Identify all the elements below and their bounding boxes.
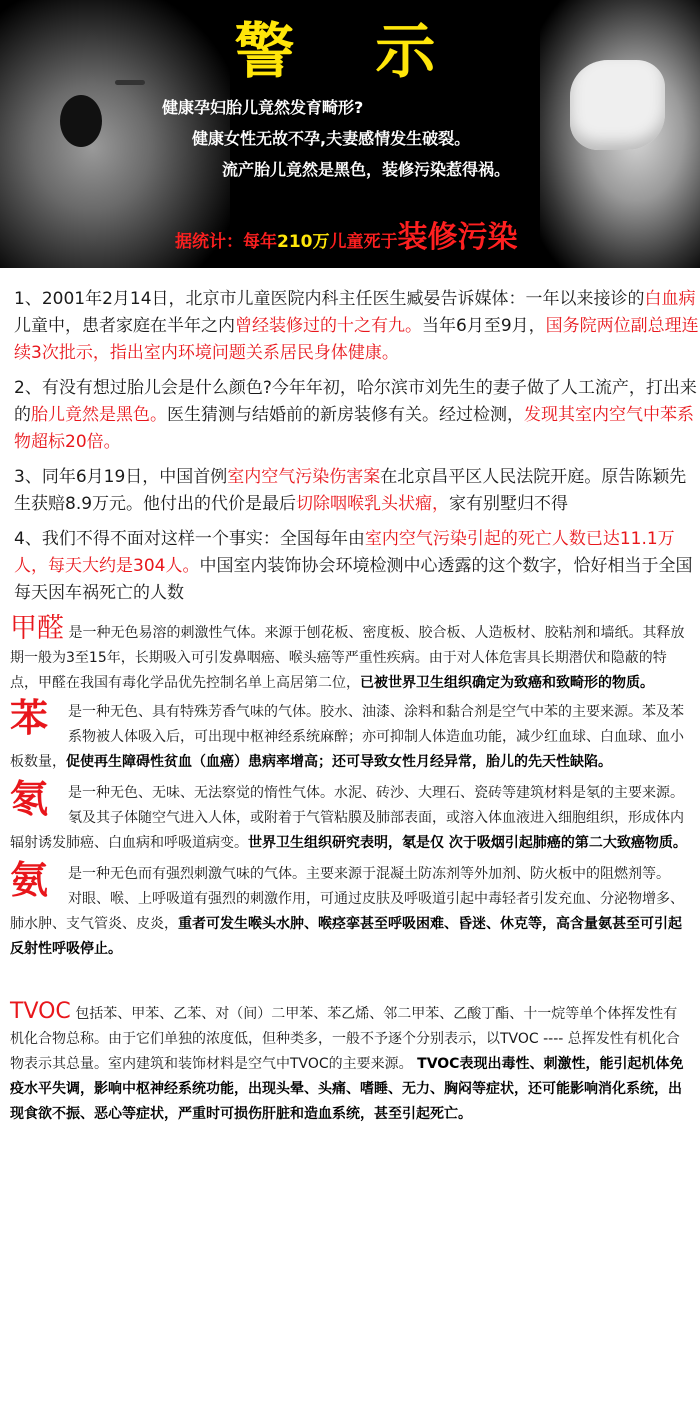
item-highlight: 室内空气污染伤害案 (227, 467, 381, 487)
incident-item-3 (14, 464, 700, 518)
section-text: 是一种无色、具有特殊芳香气味的气体。胶水、油漆、涂料和黏合剂是空气中苯的主要来源。苯及苯系物被人体吸入后，可出现中枢神经系统麻醉；亦可抑制人体造血功能，减少红血球、白血球、血小板数量， (10, 704, 684, 770)
section-tvoc (0, 998, 700, 1127)
incident-item-4 (14, 526, 700, 607)
banner-line-2: 健康女性无故不孕,夫妻感情发生破裂。 (192, 129, 471, 148)
incident-list (0, 268, 700, 607)
item-highlight: 室内空气污染引起的死亡人数已达11.1万人，每天大约是304人。 (14, 529, 675, 576)
section-benzene (0, 696, 700, 775)
item-highlight: 国务院两位副总理连续3次批示，指出室内环境问题关系居民身体健康。 (14, 316, 699, 363)
banner-title: 警 示 (234, 17, 466, 87)
section-emphasis: 促使再生障碍性贫血（血癌）患病率增高；还可导致女性月经异常，胎儿的先天性缺陷。 (66, 754, 612, 770)
item-text: 中国室内装饰协会环境检测中心透露的这个数字，恰好相当于全国每天因车祸死亡的人数 (14, 556, 693, 603)
section-ammonia (0, 858, 700, 962)
section-head: 氨 (10, 858, 49, 902)
section-head: 氡 (10, 777, 49, 821)
section-text: 是一种无色易溶的刺激性气体。来源于刨花板、密度板、胶合板、人造板材、胶粘剂和墙纸。其释放期一般为3至15年，长期吸入可引发鼻咽癌、喉头癌等严重性疾病。由于对人体危害具长期潜伏和隐蔽的特点，甲醛在我国有毒化学品优先控制名单上高居第二位， (10, 625, 685, 691)
section-emphasis: TVOC表现出毒性、刺激性，能引起机体免疫水平失调，影响中枢神经系统功能，出现头晕、头痛、嗜睡、无力、胸闷等症状，还可能影响消化系统，出现食欲不振、恶心等症状，严重时可损伤肝脏和造血系统，甚至引起死亡。 (10, 1056, 684, 1122)
item-text: 医生猜测与结婚前的新房装修有关。经过检测， (167, 405, 524, 425)
item-highlight: 发现其室内空气中苯系物超标20倍。 (14, 405, 694, 452)
item-highlight: 切除咽喉乳头状瘤， (296, 494, 450, 514)
item-highlight: 胎儿竟然是黑色。 (31, 405, 167, 425)
section-text: 包括苯、甲苯、乙苯、对（间）二甲苯、苯乙烯、邻二甲苯、乙酸丁酯、十一烷等单个体挥发性有机化合物总称。由于它们单独的浓度低，但种类多，一般不予逐个分别表示，以TVOC ---- 总挥发性有机化合物表示其总量。室内建筑和装饰材料是空气中TVOC的主要来源。 (10, 1006, 680, 1072)
section-head: 苯 (10, 696, 49, 740)
section-emphasis: 世界卫生组织研究表明，氡是仅 次于吸烟引起肺癌的第二大致癌物质。 (248, 835, 687, 851)
banner-line-1: 健康孕妇胎儿竟然发育畸形? (162, 98, 364, 117)
incident-item-1 (14, 286, 700, 367)
section-head: TVOC (10, 999, 71, 1024)
item-highlight: 曾经装修过的十之有九。 (235, 316, 422, 336)
warning-banner (0, 0, 700, 268)
section-emphasis: 已被世界卫生组织确定为致癌和致畸形的物质。 (360, 675, 654, 691)
stat-middle: 儿童死于 (329, 232, 398, 252)
banner-statistic (175, 212, 518, 256)
item-text: 家有别墅归不得 (449, 494, 569, 514)
item-text: 在北京昌平区人民法院开庭。原告陈颖先生获赔8.9万元。他付出的代价是最后 (14, 467, 687, 514)
item-text: 当年6月至9月， (422, 316, 546, 336)
baby-mouth (60, 95, 102, 147)
section-head: 甲醛 (10, 613, 64, 644)
stat-number: 210万 (277, 232, 330, 252)
banner-line-3: 流产胎儿竟然是黑色，装修污染惹得祸。 (222, 160, 511, 179)
stat-prefix: 据统计：每年 (175, 232, 277, 252)
section-emphasis: 重者可发生喉头水肿、喉痉挛甚至呼吸困难、昏迷、休克等，高含量氨甚至可引起反射性呼吸停止。 (10, 916, 682, 957)
incident-item-2 (14, 375, 700, 456)
section-formaldehyde (0, 615, 700, 696)
section-text: 是一种无色、无味、无法察觉的惰性气体。水泥、砖沙、大理石、瓷砖等建筑材料是氡的主要来源。氡及其子体随空气进入人体，或附着于气管粘膜及肺部表面，或溶入体血液进入细胞组织，形成体内辐射诱发肺癌、白血病和呼吸道病变。 (10, 785, 684, 851)
item-text: 4、我们不得不面对这样一个事实：全国每年由 (14, 529, 365, 549)
item-text: 3、同年6月19日，中国首例 (14, 467, 228, 487)
section-text: 是一种无色而有强烈刺激气味的气体。主要来源于混凝土防冻剂等外加剂、防火板中的阻燃剂等。 对眼、喉、上呼吸道有强烈的刺激作用，可通过皮肤及呼吸道引起中毒轻者引发充血、分泌物增多、肺水肿、支气管炎、皮炎， (10, 866, 684, 932)
item-text: 1、2001年2月14日，北京市儿童医院内科主任医生臧晏告诉媒体：一年以来接诊的 (14, 289, 645, 309)
stat-emphasis: 装修污染 (397, 220, 518, 255)
item-highlight: 白血病 (644, 289, 696, 309)
item-text: 2、有没有想过胎儿会是什么颜色?今年年初，哈尔滨市刘先生的妻子做了人工流产，打出来的 (14, 378, 697, 425)
item-text: 儿童中，患者家庭在半年之内 (14, 316, 235, 336)
section-radon (0, 777, 700, 856)
